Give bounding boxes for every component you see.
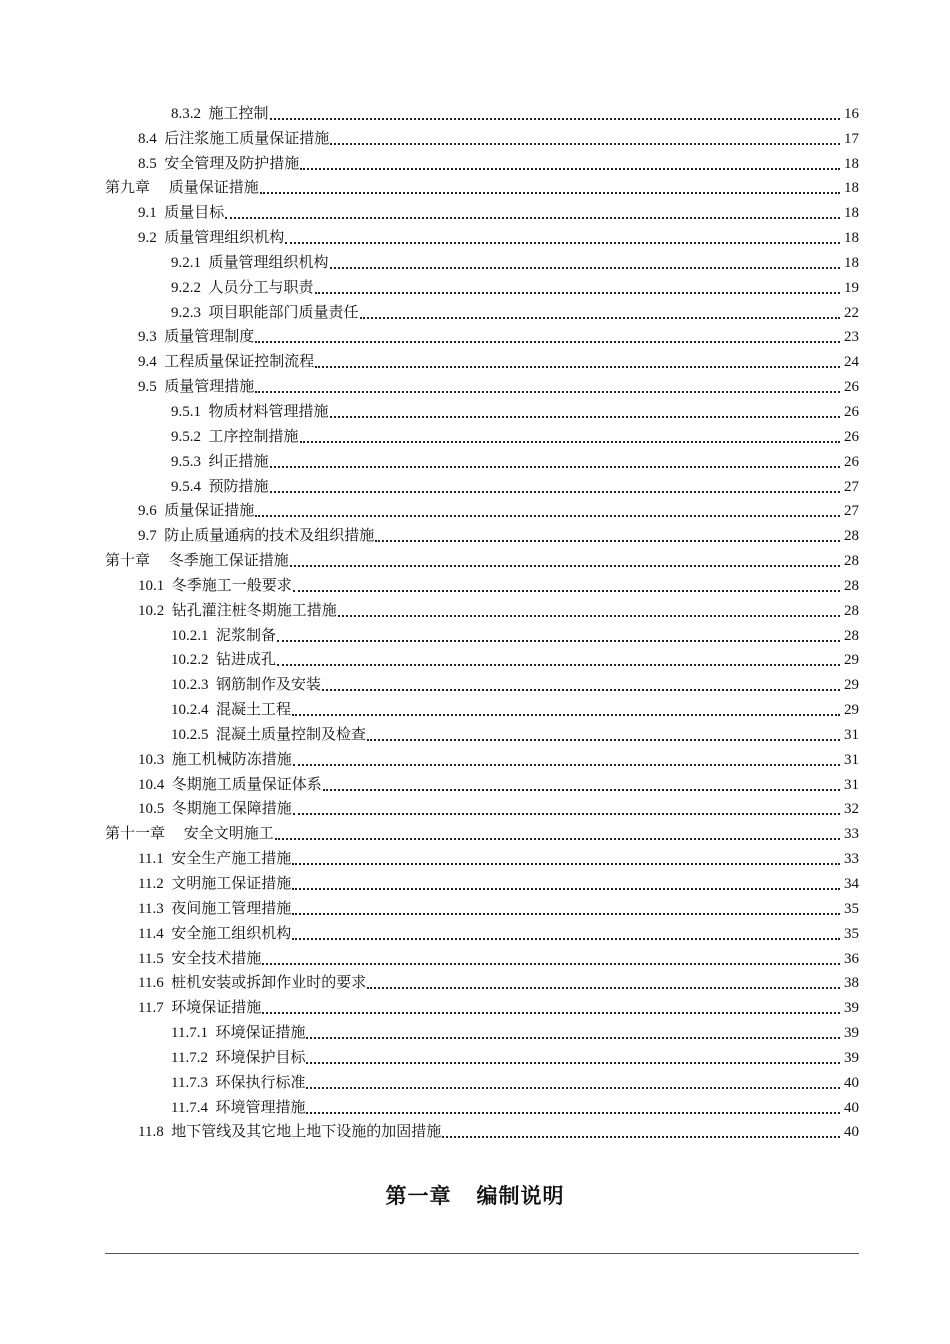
toc-dot-leader	[338, 615, 840, 617]
toc-entry-number: 8.4	[138, 130, 157, 147]
toc-page-number: 22	[844, 304, 859, 321]
toc-entry-number: 11.7.2	[171, 1049, 208, 1066]
toc-page-number: 29	[844, 652, 859, 669]
toc-entry-text: 安全管理及防护措施	[164, 155, 300, 172]
toc-entry-text: 后注浆施工质量保证措施	[164, 130, 330, 147]
toc-entry[interactable]	[0, 1069, 950, 1094]
toc-entry-number: 11.7.3	[171, 1074, 208, 1091]
toc-entry-number: 9.6	[138, 503, 157, 520]
toc-entry[interactable]	[0, 895, 950, 920]
toc-entry-number: 10.4	[138, 776, 165, 793]
toc-entry[interactable]	[0, 622, 950, 647]
toc-entry-number: 11.7.4	[171, 1099, 208, 1116]
toc-entry-text: 安全技术措施	[171, 950, 262, 967]
toc-entry[interactable]	[0, 771, 950, 796]
toc-entry-number: 10.2.5	[171, 726, 209, 743]
toc-dot-leader	[323, 789, 840, 791]
toc-entry-gap	[201, 305, 209, 321]
toc-page-number: 39	[844, 1025, 859, 1042]
toc-entry-gap	[164, 752, 172, 768]
toc-page-number: 24	[844, 354, 859, 371]
toc-entry-number: 第十章	[105, 553, 151, 570]
toc-dot-leader	[375, 540, 840, 542]
toc-entry[interactable]	[0, 348, 950, 373]
toc-entry[interactable]	[0, 572, 950, 597]
toc-dot-leader	[306, 1087, 840, 1089]
toc-dot-leader	[442, 1136, 840, 1138]
toc-page-number: 27	[844, 503, 859, 520]
toc-entry-text: 物质材料管理措施	[208, 403, 329, 420]
toc-dot-leader	[277, 664, 840, 666]
toc-entry[interactable]	[0, 671, 950, 696]
toc-entry[interactable]	[0, 870, 950, 895]
toc-entry-text: 安全施工组织机构	[171, 925, 292, 942]
toc-entry-title	[138, 1123, 441, 1141]
toc-entry[interactable]	[0, 945, 950, 970]
toc-dot-leader	[367, 739, 840, 741]
toc-entry-number: 9.2	[138, 230, 157, 247]
toc-entry-gap	[201, 280, 209, 296]
toc-entry-title	[171, 651, 276, 669]
toc-entry[interactable]	[0, 1119, 950, 1144]
toc-entry-gap	[201, 255, 209, 271]
toc-entry-number: 10.2.3	[171, 677, 209, 694]
toc-entry-title	[138, 502, 254, 520]
toc-chapter-entry[interactable]	[0, 820, 950, 845]
page-divider	[105, 1253, 859, 1254]
toc-entry-title	[105, 552, 289, 570]
toc-entry[interactable]	[0, 994, 950, 1019]
toc-entry[interactable]	[0, 647, 950, 672]
toc-entry[interactable]	[0, 423, 950, 448]
toc-entry-title	[171, 676, 321, 694]
toc-entry[interactable]	[0, 498, 950, 523]
toc-entry-title	[171, 105, 269, 123]
toc-entry[interactable]	[0, 398, 950, 423]
toc-page-number: 26	[844, 379, 859, 396]
toc-entry-text: 环境管理措施	[215, 1099, 306, 1116]
toc-page-number: 18	[844, 180, 859, 197]
toc-entry-gap	[165, 826, 184, 842]
toc-entry-text: 施工机械防冻措施	[171, 751, 292, 768]
toc-entry-gap	[164, 603, 172, 619]
toc-entry-text: 冬季施工一般要求	[171, 577, 292, 594]
toc-dot-leader	[322, 689, 840, 691]
toc-dot-leader	[306, 1062, 840, 1064]
toc-entry-gap	[201, 429, 209, 445]
toc-entry-title	[171, 254, 329, 272]
toc-page-number: 31	[844, 776, 859, 793]
toc-entry-title	[138, 577, 292, 595]
toc-entry-text: 质量管理组织机构	[208, 254, 329, 271]
toc-entry-gap	[201, 479, 209, 495]
toc-entry[interactable]	[0, 473, 950, 498]
toc-entry-title	[138, 776, 322, 794]
toc-entry-gap	[209, 677, 217, 693]
toc-dot-leader	[360, 317, 840, 319]
toc-dot-leader	[293, 590, 840, 592]
toc-page-number: 38	[844, 975, 859, 992]
toc-entry[interactable]	[0, 746, 950, 771]
toc-entry-number: 10.1	[138, 577, 165, 594]
toc-entry-text: 质量管理措施	[164, 379, 255, 396]
toc-entry-number: 11.3	[138, 900, 164, 917]
toc-entry-number: 9.5.3	[171, 453, 201, 470]
toc-page-number: 17	[844, 130, 859, 147]
toc-page-number: 39	[844, 1000, 859, 1017]
toc-entry-title	[171, 1024, 305, 1042]
toc-page-number: 40	[844, 1074, 859, 1091]
toc-entry-text: 冬期施工质量保证体系	[171, 776, 322, 793]
toc-dot-leader	[275, 838, 840, 840]
toc-entry-text: 冬期施工保障措施	[171, 801, 292, 818]
toc-entry-text: 安全生产施工措施	[171, 851, 292, 868]
toc-entry-number: 11.6	[138, 975, 164, 992]
toc-dot-leader	[293, 813, 840, 815]
toc-entry[interactable]	[0, 845, 950, 870]
toc-entry-title	[138, 925, 291, 943]
toc-chapter-entry[interactable]	[0, 175, 950, 200]
toc-entry-number: 9.5	[138, 379, 157, 396]
toc-page-number: 27	[844, 478, 859, 495]
toc-entry-text: 人员分工与职责	[208, 279, 314, 296]
toc-page-number: 26	[844, 428, 859, 445]
toc-entry-number: 9.3	[138, 329, 157, 346]
toc-entry-title	[171, 304, 359, 322]
toc-entry-title	[138, 155, 299, 173]
toc-entry[interactable]	[0, 721, 950, 746]
toc-dot-leader	[270, 118, 840, 120]
toc-dot-leader	[255, 515, 840, 517]
toc-dot-leader	[300, 441, 840, 443]
toc-entry-text: 施工控制	[208, 105, 269, 122]
toc-entry-text: 环境保护目标	[215, 1049, 306, 1066]
toc-page-number: 28	[844, 602, 859, 619]
toc-entry-title	[138, 602, 337, 620]
toc-page-number: 35	[844, 925, 859, 942]
toc-entry-text: 地下管线及其它地上地下设施的加固措施	[171, 1124, 442, 1141]
toc-entry-title	[171, 428, 299, 446]
toc-entry-title	[171, 279, 314, 297]
toc-entry[interactable]	[0, 324, 950, 349]
toc-page-number: 26	[844, 403, 859, 420]
toc-dot-leader	[306, 1112, 840, 1114]
toc-chapter-entry[interactable]	[0, 547, 950, 572]
toc-entry-number: 11.7	[138, 1000, 164, 1017]
toc-dot-leader	[292, 863, 840, 865]
toc-dot-leader	[260, 192, 840, 194]
toc-page-number: 26	[844, 453, 859, 470]
toc-entry-text: 质量保证措施	[168, 180, 259, 197]
toc-entry-number: 10.2.1	[171, 627, 209, 644]
toc-entry-text: 质量保证措施	[164, 503, 255, 520]
toc-entry-text: 环境保证措施	[215, 1025, 306, 1042]
toc-dot-leader	[367, 987, 840, 989]
toc-entry-gap	[201, 106, 209, 122]
toc-page-number: 28	[844, 627, 859, 644]
toc-entry-title	[138, 130, 329, 148]
toc-entry-number: 9.2.2	[171, 279, 201, 296]
toc-page-number: 36	[844, 950, 859, 967]
toc-entry-text: 质量管理制度	[164, 329, 255, 346]
toc-entry-title	[138, 751, 292, 769]
toc-entry-text: 混凝土质量控制及检查	[216, 726, 367, 743]
toc-entry[interactable]	[0, 274, 950, 299]
toc-entry-gap	[209, 727, 217, 743]
toc-dot-leader	[306, 1037, 840, 1039]
toc-entry-number: 9.5.4	[171, 478, 201, 495]
toc-page-number: 31	[844, 726, 859, 743]
toc-entry[interactable]	[0, 1094, 950, 1119]
toc-entry-text: 泥浆制备	[216, 627, 277, 644]
toc-entry-gap	[164, 777, 172, 793]
toc-entry-number: 8.3.2	[171, 105, 201, 122]
toc-dot-leader	[293, 764, 840, 766]
toc-page-number: 40	[844, 1099, 859, 1116]
toc-entry-number: 9.4	[138, 354, 157, 371]
toc-page-number: 39	[844, 1049, 859, 1066]
toc-dot-leader	[290, 565, 840, 567]
toc-entry-number: 10.2.4	[171, 702, 209, 719]
toc-entry[interactable]	[0, 448, 950, 473]
toc-entry-number: 11.5	[138, 950, 164, 967]
chapter-heading: 第一章 编制说明	[385, 1184, 565, 1208]
toc-page-number: 16	[844, 105, 859, 122]
toc-page-number: 28	[844, 528, 859, 545]
toc-entry-number: 11.8	[138, 1124, 164, 1141]
toc-entry-title	[171, 1074, 305, 1092]
toc-dot-leader	[330, 143, 840, 145]
toc-entry-gap	[201, 454, 209, 470]
toc-entry[interactable]	[0, 522, 950, 547]
toc-entry-title	[171, 403, 329, 421]
toc-entry-title	[171, 453, 269, 471]
toc-entry-title	[138, 378, 254, 396]
toc-entry-number: 10.2	[138, 602, 165, 619]
toc-dot-leader	[315, 366, 840, 368]
toc-dot-leader	[330, 416, 840, 418]
toc-entry[interactable]	[0, 920, 950, 945]
toc-dot-leader	[277, 640, 840, 642]
toc-page-number: 32	[844, 801, 859, 818]
toc-entry-number: 第九章	[105, 180, 151, 197]
toc-entry[interactable]	[0, 199, 950, 224]
toc-entry-number: 9.5.2	[171, 428, 201, 445]
toc-page-number: 29	[844, 702, 859, 719]
toc-entry-text: 混凝土工程	[216, 702, 292, 719]
toc-entry-number: 9.2.3	[171, 304, 201, 321]
toc-page-number: 33	[844, 851, 859, 868]
toc-entry-text: 质量管理组织机构	[164, 230, 285, 247]
toc-dot-leader	[225, 217, 840, 219]
toc-entry-text: 冬季施工保证措施	[168, 553, 289, 570]
toc-entry[interactable]	[0, 224, 950, 249]
toc-entry[interactable]	[0, 796, 950, 821]
toc-page-number: 18	[844, 230, 859, 247]
toc-entry[interactable]	[0, 597, 950, 622]
toc-page-number: 40	[844, 1124, 859, 1141]
toc-entry-title	[138, 974, 366, 992]
toc-dot-leader	[262, 1012, 840, 1014]
toc-entry-number: 9.1	[138, 205, 157, 222]
toc-entry-text: 夜间施工管理措施	[171, 900, 292, 917]
toc-dot-leader	[315, 292, 840, 294]
toc-entry-number: 11.4	[138, 925, 164, 942]
toc-dot-leader	[270, 466, 840, 468]
toc-entry-text: 工程质量保证控制流程	[164, 354, 315, 371]
toc-entry-title	[171, 726, 366, 744]
toc-entry-number: 10.2.2	[171, 652, 209, 669]
toc-dot-leader	[330, 267, 840, 269]
toc-entry-gap	[150, 180, 169, 196]
toc-entry-gap	[164, 578, 172, 594]
toc-entry-text: 安全文明施工	[183, 826, 274, 843]
toc-entry-text: 钻进成孔	[216, 652, 277, 669]
toc-entry-title	[138, 527, 374, 545]
toc-entry-number: 9.5.1	[171, 403, 201, 420]
toc-entry-title	[138, 353, 314, 371]
toc-dot-leader	[270, 491, 840, 493]
toc-entry-title	[138, 204, 224, 222]
toc-page-number: 19	[844, 279, 859, 296]
toc-entry-title	[171, 701, 291, 719]
toc-entry-text: 预防措施	[208, 478, 269, 495]
toc-entry-number: 11.2	[138, 876, 164, 892]
toc-page-number: 18	[844, 254, 859, 271]
toc-dot-leader	[255, 391, 840, 393]
toc-entry-title	[105, 179, 259, 197]
toc-entry[interactable]	[0, 150, 950, 175]
toc-entry[interactable]	[0, 1044, 950, 1069]
toc-page-number: 29	[844, 677, 859, 694]
toc-entry[interactable]	[0, 299, 950, 324]
toc-entry-text: 项目职能部门质量责任	[208, 304, 359, 321]
toc-page-number: 23	[844, 329, 859, 346]
toc-entry-number: 9.7	[138, 528, 157, 545]
toc-entry-number: 11.7.1	[171, 1025, 208, 1042]
toc-dot-leader	[292, 714, 840, 716]
toc-page-number: 31	[844, 751, 859, 768]
toc-entry-title	[138, 950, 261, 968]
toc-page-number: 34	[844, 876, 859, 892]
toc-entry-text: 桩机安装或拆卸作业时的要求	[171, 975, 367, 992]
toc-dot-leader	[255, 341, 840, 343]
toc-entry-gap	[209, 702, 217, 718]
toc-entry[interactable]	[0, 373, 950, 398]
toc-dot-leader	[292, 913, 840, 915]
toc-entry-text: 钻孔灌注桩冬期施工措施	[171, 602, 337, 619]
toc-page-number: 18	[844, 205, 859, 222]
toc-entry-gap	[150, 553, 169, 569]
toc-entry-text: 防止质量通病的技术及组织措施	[164, 528, 375, 545]
toc-entry[interactable]	[0, 100, 950, 125]
toc-entry-title	[138, 875, 291, 893]
toc-dot-leader	[285, 242, 840, 244]
toc-entry-title	[171, 1049, 305, 1067]
table-of-contents	[0, 100, 950, 1143]
toc-entry-text: 工序控制措施	[208, 428, 299, 445]
toc-entry[interactable]	[0, 1019, 950, 1044]
toc-entry-number: 10.5	[138, 801, 165, 818]
toc-entry-number: 第十一章	[105, 826, 166, 843]
toc-entry-text: 文明施工保证措施	[171, 876, 292, 892]
toc-page-number: 33	[844, 826, 859, 843]
toc-entry[interactable]	[0, 125, 950, 150]
toc-entry[interactable]	[0, 970, 950, 995]
toc-dot-leader	[292, 888, 840, 890]
toc-entry-number: 8.5	[138, 155, 157, 172]
toc-entry-title	[171, 478, 269, 496]
toc-entry-text: 质量目标	[164, 205, 225, 222]
toc-entry[interactable]	[0, 249, 950, 274]
toc-entry-title	[138, 900, 291, 918]
toc-entry-title	[138, 800, 292, 818]
toc-entry-number: 10.3	[138, 751, 165, 768]
toc-dot-leader	[262, 963, 840, 965]
toc-entry-number: 11.1	[138, 851, 164, 868]
toc-entry-gap	[164, 801, 172, 817]
toc-entry-number: 9.2.1	[171, 254, 201, 271]
toc-dot-leader	[292, 938, 840, 940]
toc-entry-title	[138, 999, 261, 1017]
toc-entry-title	[171, 627, 276, 645]
toc-entry-title	[138, 229, 284, 247]
toc-entry-title	[105, 825, 274, 843]
toc-entry-title	[171, 1099, 305, 1117]
toc-entry-title	[138, 850, 291, 868]
toc-page-number: 28	[844, 577, 859, 594]
toc-dot-leader	[300, 168, 840, 170]
toc-entry-text: 环境保证措施	[171, 1000, 262, 1017]
toc-entry-title	[138, 328, 254, 346]
toc-entry-text: 钢筋制作及安装	[216, 677, 322, 694]
toc-page-number: 35	[844, 900, 859, 917]
toc-entry-gap	[209, 652, 217, 668]
toc-entry-text: 环保执行标准	[215, 1074, 306, 1091]
toc-entry-text: 纠正措施	[208, 453, 269, 470]
toc-page-number: 18	[844, 155, 859, 172]
toc-entry[interactable]	[0, 696, 950, 721]
toc-page-number: 28	[844, 553, 859, 570]
toc-entry-gap	[201, 404, 209, 420]
toc-entry-gap	[209, 628, 217, 644]
